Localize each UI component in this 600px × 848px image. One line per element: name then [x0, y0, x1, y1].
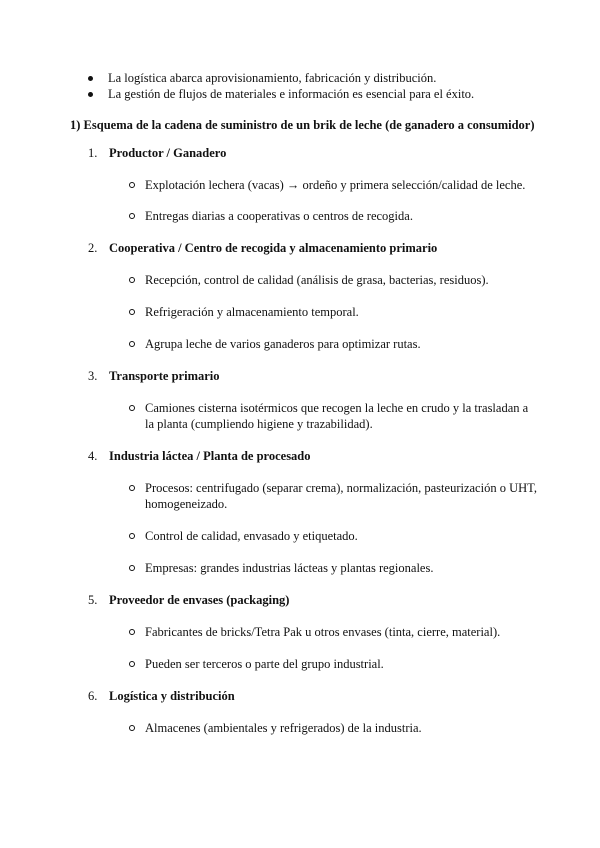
section-heading: 1) Esquema de la cadena de suministro de un brik de leche (de ganadero a consumidor): [70, 118, 535, 132]
step-number: 2.: [88, 241, 98, 255]
sub-item-text: Pueden ser terceros o parte del grupo industrial.: [145, 657, 384, 671]
step-4: [88, 448, 538, 464]
hollow-bullet-icon: [129, 725, 135, 731]
sub-item: [127, 560, 545, 576]
step-number: 3.: [88, 369, 98, 383]
sub-item: [127, 528, 545, 544]
step-title: Transporte primario: [109, 369, 220, 383]
hollow-bullet-icon: [129, 309, 135, 315]
sub-item-text: Explotación lechera (vacas) → ordeño y primera selección/calidad de leche.: [145, 178, 526, 192]
step-number: 4.: [88, 449, 98, 463]
sub-item-text: Entregas diarias a cooperativas o centros de recogida.: [145, 209, 413, 223]
hollow-bullet-icon: [129, 341, 135, 347]
hollow-bullet-icon: [129, 405, 135, 411]
hollow-bullet-icon: [129, 213, 135, 219]
sub-item-text: Fabricantes de bricks/Tetra Pak u otros envases (tinta, cierre, material).: [145, 625, 501, 639]
hollow-bullet-icon: [129, 533, 135, 539]
bullet-dot-icon: [88, 76, 93, 81]
sub-item: [127, 177, 545, 193]
hollow-bullet-icon: [129, 629, 135, 635]
sub-item-text: Control de calidad, envasado y etiquetado.: [145, 529, 358, 543]
intro-bullet-list: [88, 70, 548, 102]
intro-bullet-text: La logística abarca aprovisionamiento, fabricación y distribución.: [108, 71, 437, 85]
step-title: Logística y distribución: [109, 689, 235, 703]
step-title: Proveedor de envases (packaging): [109, 593, 290, 607]
hollow-bullet-icon: [129, 661, 135, 667]
intro-bullet-text: La gestión de flujos de materiales e información es esencial para el éxito.: [108, 87, 475, 101]
intro-bullet: [88, 70, 548, 86]
step-2: [88, 240, 538, 256]
sub-item-text: Recepción, control de calidad (análisis de grasa, bacterias, residuos).: [145, 273, 489, 287]
sub-item: [127, 624, 545, 640]
sub-item-text: Procesos: centrifugado (separar crema), normalización, pasteurización o UHT, homogeneizado.: [145, 481, 537, 511]
step-title: Industria láctea / Planta de procesado: [109, 449, 311, 463]
step-title: Cooperativa / Centro de recogida y almacenamiento primario: [109, 241, 438, 255]
sub-item-text: Agrupa leche de varios ganaderos para optimizar rutas.: [145, 337, 421, 351]
hollow-bullet-icon: [129, 182, 135, 188]
sub-item: [127, 272, 545, 288]
step-number: 5.: [88, 593, 98, 607]
step-3: [88, 368, 538, 384]
sub-item: [127, 304, 545, 320]
hollow-bullet-icon: [129, 565, 135, 571]
step-number: 1.: [88, 146, 98, 160]
sub-item-text: Camiones cisterna isotérmicos que recogen la leche en crudo y la trasladan a la planta (cumpliendo higiene y trazabilidad).: [145, 401, 529, 431]
sub-item: [127, 400, 530, 432]
sub-item-text: Refrigeración y almacenamiento temporal.: [145, 305, 359, 319]
step-1: [88, 145, 538, 161]
sub-item: [127, 656, 545, 672]
sub-item-text: Almacenes (ambientales y refrigerados) de la industria.: [145, 721, 422, 735]
step-title: Productor / Ganadero: [109, 146, 227, 160]
hollow-bullet-icon: [129, 485, 135, 491]
bullet-dot-icon: [88, 92, 93, 97]
step-5: [88, 592, 538, 608]
intro-bullet: [88, 86, 548, 102]
hollow-bullet-icon: [129, 277, 135, 283]
sub-item: [127, 208, 545, 224]
sub-item: [127, 480, 540, 512]
sub-item: [127, 720, 545, 736]
sub-item: [127, 336, 545, 352]
step-6: [88, 688, 538, 704]
step-number: 6.: [88, 689, 98, 703]
sub-item-text: Empresas: grandes industrias lácteas y plantas regionales.: [145, 561, 434, 575]
